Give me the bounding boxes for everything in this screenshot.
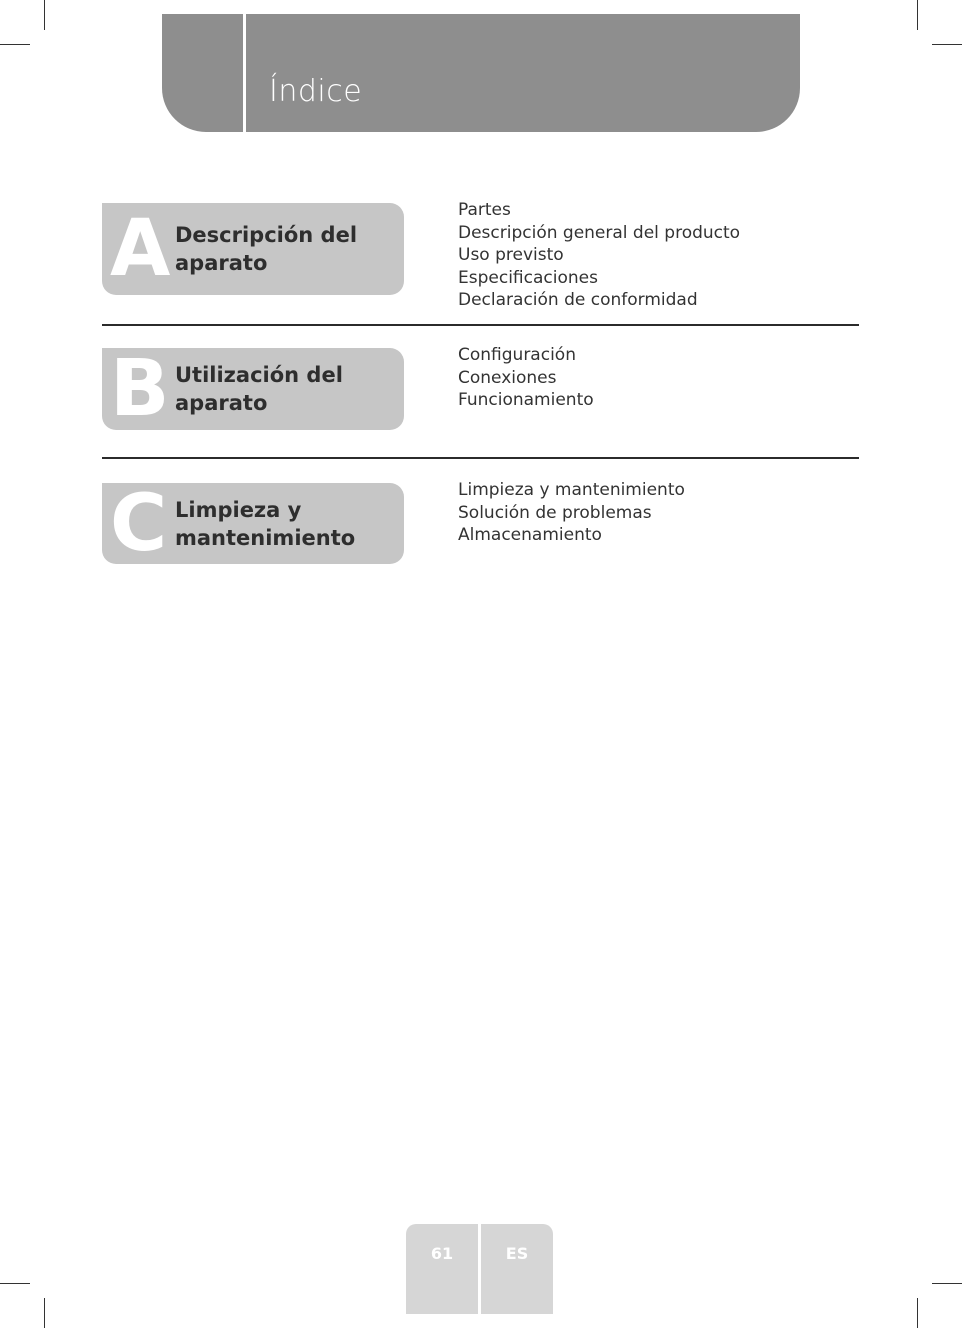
list-item: Funcionamiento bbox=[458, 390, 594, 410]
section-c-letter: C bbox=[110, 478, 168, 569]
crop-mark bbox=[917, 1298, 918, 1328]
header-tab bbox=[162, 14, 800, 132]
language-tab bbox=[481, 1224, 553, 1314]
crop-mark bbox=[917, 0, 918, 30]
list-item: Almacenamiento bbox=[458, 525, 602, 545]
section-divider bbox=[102, 324, 859, 326]
section-b-box bbox=[102, 344, 404, 434]
list-item: Limpieza y mantenimiento bbox=[458, 480, 685, 500]
crop-mark bbox=[932, 44, 962, 45]
crop-mark bbox=[0, 44, 30, 45]
list-item: Solución de problemas bbox=[458, 502, 652, 523]
section-a-list bbox=[458, 199, 740, 312]
list-item: Conexiones bbox=[458, 367, 557, 388]
crop-mark bbox=[932, 1283, 962, 1284]
list-item: Especificaciones bbox=[458, 267, 598, 288]
section-b-title: Utilización del aparato bbox=[175, 363, 343, 415]
crop-mark bbox=[44, 0, 45, 30]
header-divider bbox=[243, 14, 246, 132]
section-a-box bbox=[102, 203, 404, 295]
page-title: Índice bbox=[269, 74, 363, 109]
section-a-title: Descripción del aparato bbox=[175, 223, 358, 275]
section-c-list bbox=[458, 479, 685, 547]
section-b-letter: B bbox=[110, 344, 170, 434]
section-c-title: Limpieza y mantenimiento bbox=[175, 497, 356, 550]
section-b-list bbox=[458, 344, 594, 412]
page-number: 61 bbox=[430, 1244, 454, 1263]
list-item: Descripción general del producto bbox=[458, 222, 741, 243]
list-item: Uso previsto bbox=[458, 245, 564, 265]
section-divider bbox=[102, 457, 859, 459]
crop-mark bbox=[0, 1283, 30, 1284]
list-item: Configuración bbox=[458, 345, 576, 365]
language-code: ES bbox=[505, 1244, 529, 1263]
list-item: Partes bbox=[458, 200, 511, 220]
section-c-box bbox=[102, 478, 404, 569]
section-a-letter: A bbox=[110, 204, 171, 294]
page-number-tab bbox=[406, 1224, 478, 1314]
crop-mark bbox=[44, 1298, 45, 1328]
list-item: Declaración de conformidad bbox=[458, 290, 698, 310]
